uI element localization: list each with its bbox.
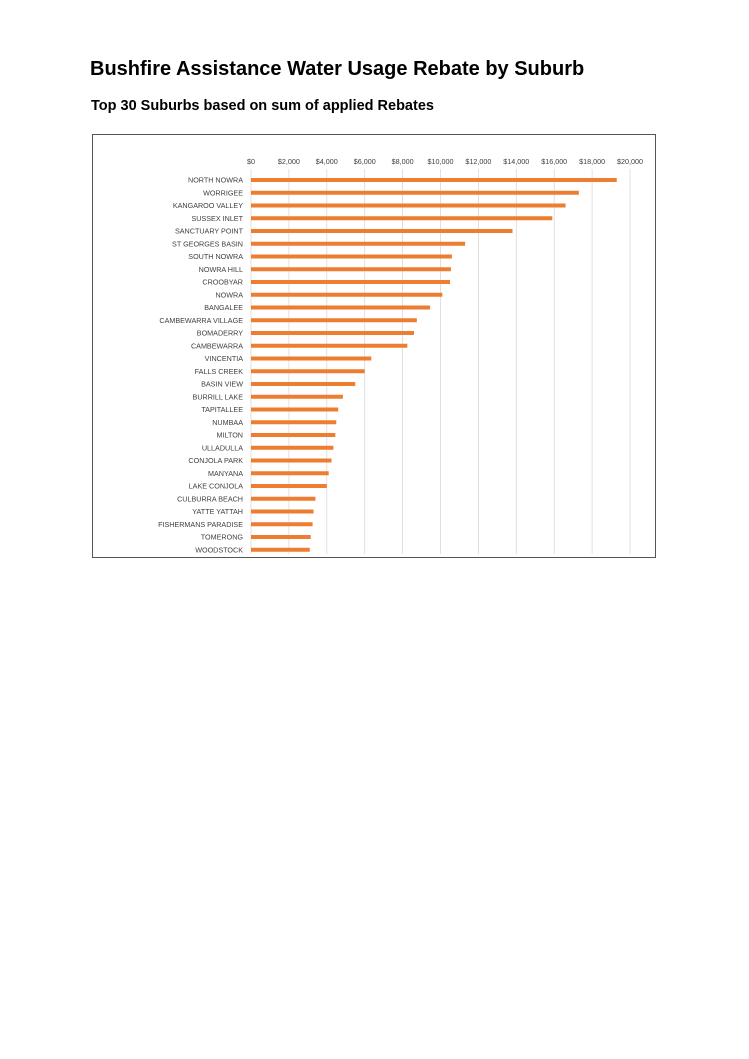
category-label: CAMBEWARRA VILLAGE (159, 315, 243, 325)
category-label: CONJOLA PARK (188, 456, 243, 465)
bar (251, 382, 355, 386)
bar (251, 535, 311, 539)
bar (251, 204, 566, 208)
page-subtitle: Top 30 Suburbs based on sum of applied Rebates (91, 98, 434, 114)
category-label: YATTE YATTAH (192, 507, 243, 516)
bar (251, 548, 310, 552)
grid-lines (251, 169, 630, 554)
category-label: BANGALEE (204, 303, 243, 312)
category-label: KANGAROO VALLEY (172, 201, 243, 210)
bar (251, 484, 327, 488)
category-labels (158, 176, 244, 555)
x-tick-label: $12,000 (465, 157, 492, 166)
category-label: MILTON (216, 430, 243, 440)
category-label: SOUTH NOWRA (188, 252, 243, 261)
category-label: BASIN VIEW (201, 379, 243, 389)
category-label: BURRILL LAKE (192, 392, 243, 402)
category-label: ST GEORGES BASIN (172, 239, 243, 249)
x-tick-label: $20,000 (617, 157, 643, 166)
bars (251, 178, 617, 552)
category-label: SUSSEX INLET (191, 213, 243, 223)
category-label: WOODSTOCK (195, 545, 243, 555)
bar (251, 242, 465, 246)
bar (251, 408, 338, 412)
x-tick-label: $18,000 (579, 157, 606, 166)
x-axis-tick-labels (247, 157, 643, 166)
bar (251, 357, 371, 361)
page-title: Bushfire Assistance Water Usage Rebate by Suburb (90, 58, 585, 80)
bar (251, 459, 332, 463)
category-label: BOMADERRY (196, 328, 243, 338)
bar (251, 446, 333, 450)
bar (251, 510, 314, 514)
bar-chart (93, 135, 655, 557)
x-tick-label: $6,000 (353, 157, 376, 166)
category-label: VINCENTIA (204, 354, 243, 363)
category-label: WORRIGEE (203, 188, 243, 198)
bar (251, 344, 407, 348)
x-tick-label: $16,000 (541, 157, 568, 166)
bar (251, 191, 579, 195)
category-label: TAPITALLEE (201, 405, 243, 414)
category-label: TOMERONG (200, 532, 243, 542)
bar (251, 280, 450, 284)
bar (251, 497, 315, 501)
x-tick-label: $0 (247, 157, 255, 166)
bar (251, 229, 513, 233)
bar (251, 471, 329, 475)
x-tick-label: $8,000 (391, 157, 414, 166)
bar (251, 522, 313, 526)
category-label: NOWRA HILL (198, 264, 243, 274)
x-tick-label: $10,000 (427, 157, 454, 166)
category-label: FISHERMANS PARADISE (158, 519, 243, 529)
category-label: CULBURRA BEACH (177, 494, 243, 504)
category-label: NUMBAA (212, 417, 243, 427)
category-label: ULLADULLA (201, 443, 243, 453)
category-label: MANYANA (207, 468, 243, 478)
bar (251, 318, 417, 322)
bar (251, 331, 414, 335)
bar (251, 420, 336, 424)
x-tick-label: $2,000 (277, 157, 300, 166)
bar (251, 395, 343, 399)
bar (251, 267, 451, 271)
bar (251, 369, 365, 373)
bar (251, 306, 430, 310)
x-tick-label: $4,000 (315, 157, 338, 166)
bar (251, 178, 617, 182)
category-label: NOWRA (215, 290, 243, 300)
category-label: LAKE CONJOLA (188, 481, 243, 491)
bar (251, 433, 335, 437)
bar (251, 216, 552, 220)
category-label: NORTH NOWRA (188, 175, 243, 185)
bar (251, 255, 452, 259)
category-label: FALLS CREEK (194, 366, 243, 376)
category-label: SANCTUARY POINT (174, 226, 243, 236)
chart-frame (92, 134, 656, 558)
category-label: CROOBYAR (202, 277, 243, 287)
category-label: CAMBEWARRA (190, 341, 243, 351)
x-tick-label: $14,000 (503, 157, 530, 166)
bar (251, 293, 442, 297)
